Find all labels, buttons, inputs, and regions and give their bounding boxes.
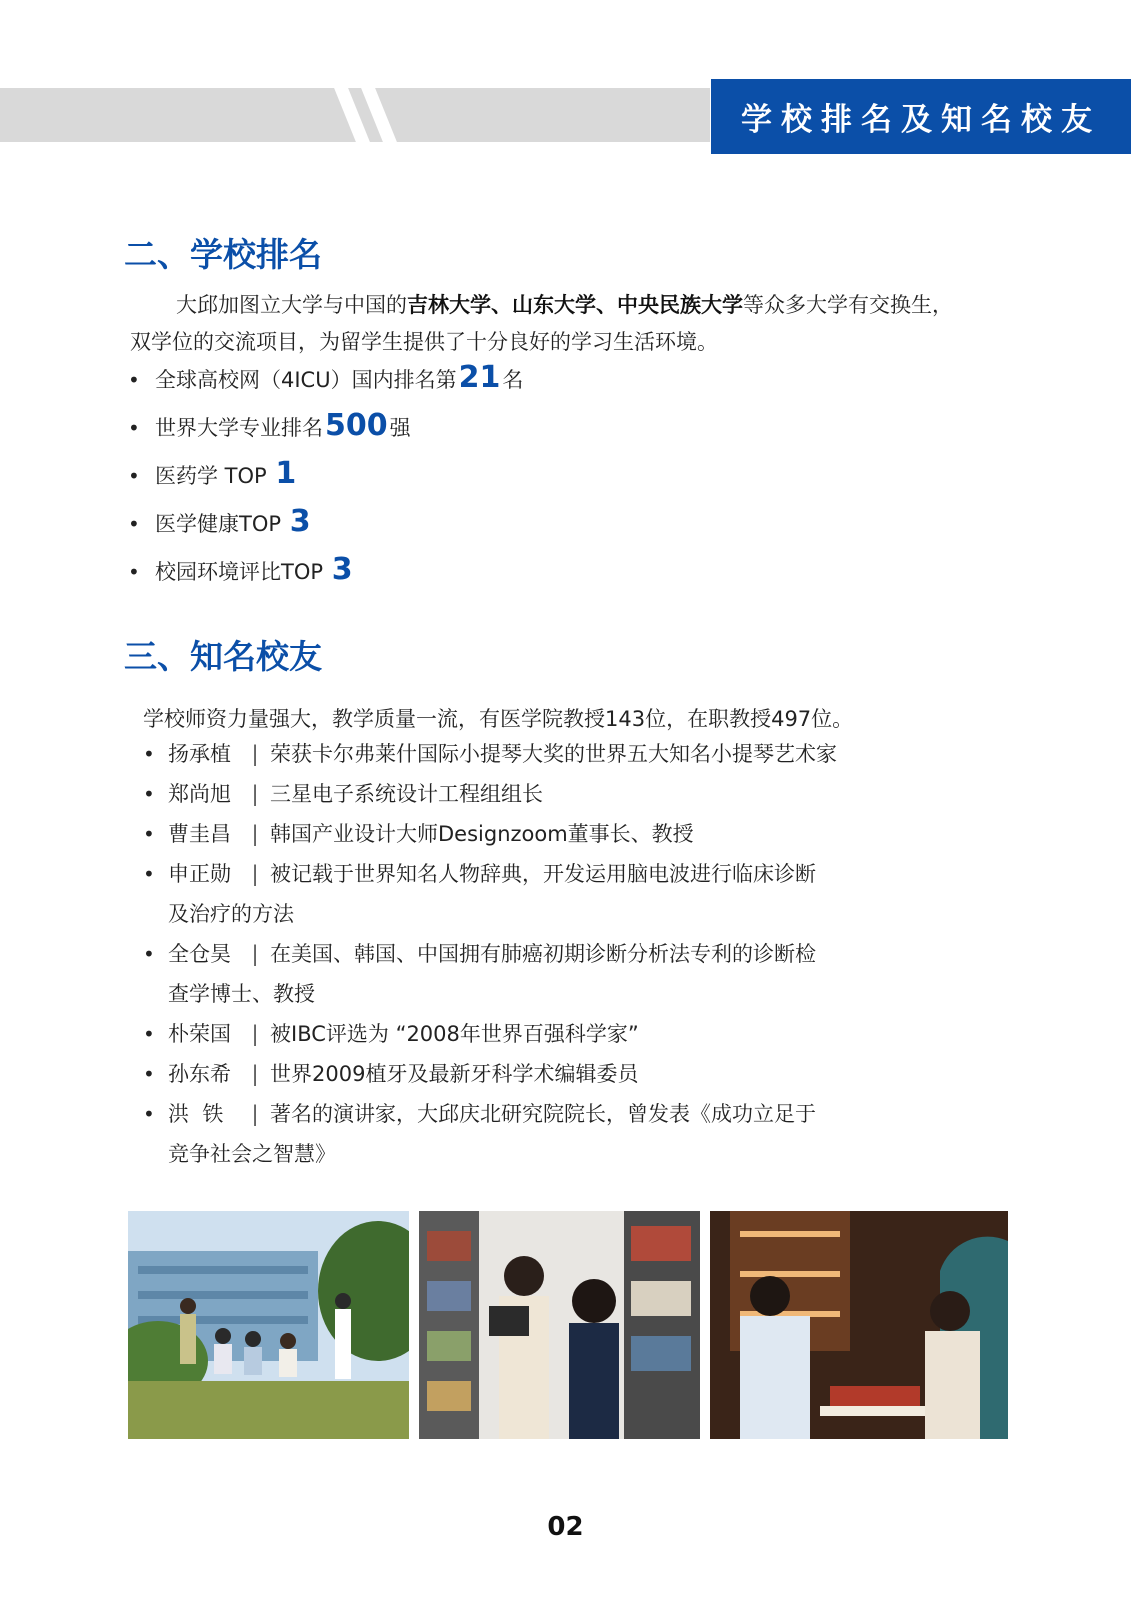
separator: |	[251, 1102, 259, 1126]
bullet: •	[143, 862, 155, 886]
alumni-desc-text: 三星电子系统设计工程组组长	[270, 782, 543, 806]
ranking-item-text: 医学健康TOP	[155, 512, 288, 536]
alumni-item	[143, 774, 903, 814]
section-tag: 学校排名及知名校友	[711, 79, 1131, 154]
alumni-desc	[270, 1054, 903, 1094]
alumni-item	[143, 814, 903, 854]
separator: |	[251, 942, 259, 966]
ranking-item-text: 医药学 TOP	[155, 464, 274, 488]
bullet: •	[143, 1102, 155, 1126]
alumni-list	[143, 734, 903, 1174]
alumni-name: 洪 铁	[168, 1102, 224, 1126]
ranking-item-suffix: 强	[389, 416, 411, 440]
ranking-item-text: 校园环境评比TOP	[155, 560, 330, 584]
alumni-name: 孙东希	[168, 1062, 231, 1086]
alumni-heading: 三、知名校友	[124, 637, 322, 676]
separator: |	[251, 822, 259, 846]
alumni-desc-text: 荣获卡尔弗莱什国际小提琴大奖的世界五大知名小提琴艺术家	[270, 742, 837, 766]
intro-text-3: 双学位的交流项目，为留学生提供了十分良好的学习生活环境。	[130, 330, 718, 354]
ranking-list	[128, 360, 523, 600]
library-photo	[419, 1211, 700, 1439]
ranking-intro	[130, 287, 1020, 361]
alumni-intro: 学校师资力量强大，教学质量一流，有医学院教授143位，在职教授497位。	[143, 707, 854, 731]
alumni-name: 全仓昊	[168, 942, 231, 966]
ranking-item	[128, 456, 523, 504]
alumni-item	[143, 734, 903, 774]
alumni-desc-text: 韩国产业设计大师Designzoom董事长、教授	[270, 822, 694, 846]
alumni-desc	[270, 1014, 903, 1054]
alumni-desc-continued: 查学博士、教授	[168, 982, 315, 1006]
alumni-name: 朴荣国	[168, 1022, 231, 1046]
alumni-name: 郑尚旭	[168, 782, 231, 806]
bullet: •	[143, 782, 155, 806]
photo-strip	[128, 1211, 1008, 1439]
bullet: •	[128, 512, 140, 536]
bullet: •	[128, 368, 140, 392]
separator: |	[251, 862, 259, 886]
alumni-item	[143, 1014, 903, 1054]
alumni-desc-text: 世界2009植牙及最新牙科学术编辑委员	[270, 1062, 639, 1086]
ranking-item-suffix: 名	[502, 368, 524, 392]
alumni-name: 申正勋	[168, 862, 231, 886]
alumni-desc-continued: 竞争社会之智慧》	[168, 1142, 336, 1166]
bullet: •	[143, 942, 155, 966]
alumni-desc-text: 在美国、韩国、中国拥有肺癌初期诊断分析法专利的诊断检	[270, 942, 816, 966]
alumni-desc	[270, 734, 903, 774]
alumni-desc-continued: 及治疗的方法	[168, 902, 294, 926]
bullet: •	[143, 822, 155, 846]
alumni-desc	[270, 814, 903, 854]
ranking-number: 500	[325, 408, 388, 443]
alumni-desc	[270, 774, 903, 814]
ranking-item	[128, 504, 523, 552]
ranking-item-text: 全球高校网（4ICU）国内排名第	[155, 368, 457, 392]
ranking-heading: 二、学校排名	[124, 235, 322, 274]
bullet: •	[143, 742, 155, 766]
ranking-number: 21	[458, 360, 501, 395]
lounge-photo	[710, 1211, 1008, 1439]
intro-text-1: 大邱加图立大学与中国的	[176, 293, 407, 317]
page-number: 02	[547, 1512, 584, 1542]
campus-photo	[128, 1211, 409, 1439]
bullet: •	[143, 1062, 155, 1086]
separator: |	[251, 1062, 259, 1086]
ranking-number: 1	[275, 456, 297, 491]
alumni-item	[143, 854, 903, 934]
ranking-item	[128, 552, 523, 600]
bullet: •	[128, 464, 140, 488]
alumni-desc-text: 被记载于世界知名人物辞典，开发运用脑电波进行临床诊断	[270, 862, 816, 886]
bullet: •	[128, 560, 140, 584]
ranking-number: 3	[289, 504, 311, 539]
ranking-number: 3	[331, 552, 353, 587]
intro-text-2: 等众多大学有交换生，	[743, 293, 953, 317]
alumni-desc-text: 著名的演讲家，大邱庆北研究院院长，曾发表《成功立足于	[270, 1102, 816, 1126]
separator: |	[251, 782, 259, 806]
separator: |	[251, 1022, 259, 1046]
alumni-name: 曹圭昌	[168, 822, 231, 846]
intro-universities: 吉林大学、山东大学、中央民族大学	[407, 293, 743, 317]
ranking-item-text: 世界大学专业排名	[155, 416, 323, 440]
ranking-item	[128, 408, 523, 456]
bullet: •	[143, 1022, 155, 1046]
separator: |	[251, 742, 259, 766]
alumni-desc-text: 被IBC评选为 “2008年世界百强科学家”	[270, 1022, 639, 1046]
alumni-item	[143, 1094, 903, 1174]
ranking-item	[128, 360, 523, 408]
alumni-item	[143, 1054, 903, 1094]
alumni-name: 扬承植	[168, 742, 231, 766]
bullet: •	[128, 416, 140, 440]
alumni-item	[143, 934, 903, 1014]
